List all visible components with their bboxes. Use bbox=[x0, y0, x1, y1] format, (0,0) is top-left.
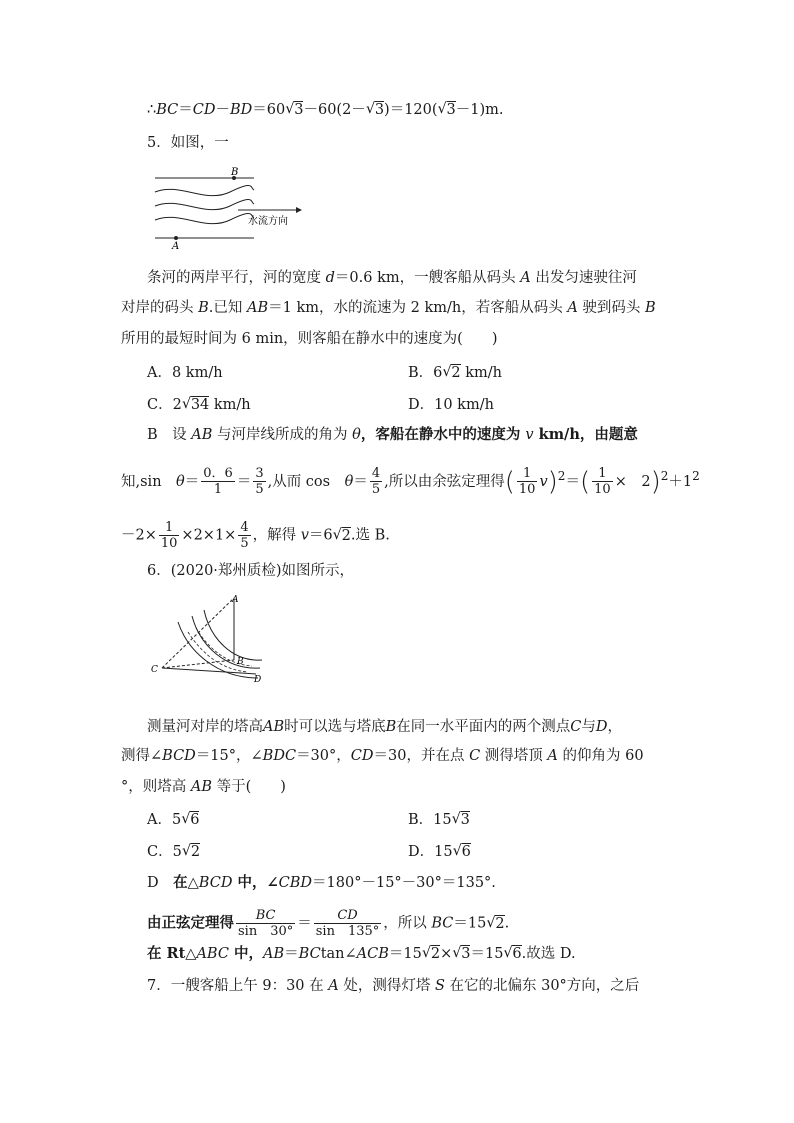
q6-text-1: 测量河对岸的塔高AB时可以选与塔底B在同一水平面内的两个测点C与D， bbox=[147, 719, 623, 735]
label-A: A bbox=[232, 595, 239, 605]
q6-option-c: C．5√ 2 bbox=[147, 842, 200, 862]
q6-solution-1: D 在△BCD 中，∠CBD＝180°－15°－30°＝135°. bbox=[147, 874, 496, 891]
label-B: B bbox=[231, 167, 239, 178]
q6-option-b: B．15√ 3 bbox=[408, 810, 470, 830]
question-5-lead: 5．如图，一 bbox=[147, 135, 229, 151]
q5-option-c: C．2√ 34 km/h bbox=[147, 395, 251, 415]
q6-solution-2: 由正弦定理得 $\frac{BC}{\sin 30^\circ}$ ＝ $\frac{CD}{\sin 135^\circ}$ ，所以 BC＝15√ 2. bbox=[147, 908, 509, 939]
q6-solution-3: 在 Rt△ABC 中，AB＝BCtan∠ACB＝15√ 2×√ 3＝15√ 6.故选 D. bbox=[147, 944, 576, 964]
q5-option-a: A．8 km/h bbox=[147, 365, 223, 381]
label-B: B bbox=[237, 657, 244, 667]
solution-line: ∴BC＝CD－BD＝60√ 3－60(2－√ 3)＝120(√ 3－1)m. bbox=[147, 100, 504, 120]
q5-text-3: 所用的最短时间为 6 min，则客船在静水中的速度为( ) bbox=[121, 331, 498, 347]
q5-solution-1: B 设 AB 与河岸线所成的角为 θ，客船在静水中的速度为 v km/h，由题意 bbox=[147, 426, 638, 443]
question-7-lead: 7．一艘客船上午 9：30 在 A 处，测得灯塔 S 在它的北偏东 30°方向，之后 bbox=[147, 978, 640, 994]
label-C: C bbox=[151, 665, 158, 675]
tower-figure bbox=[148, 592, 272, 682]
q5-solution-3: －2× $\frac{1}{10}$ ×2×1× $\frac{4}{5}$ ，解得 v＝6√ 2.选 B. bbox=[121, 520, 390, 551]
q6-text-3: °，则塔高 AB 等于( ) bbox=[121, 779, 286, 795]
label-flow: 水流方向 bbox=[248, 216, 288, 227]
q6-text-2: 测得∠BCD＝15°，∠BDC＝30°，CD＝30，并在点 C 测得塔顶 A 的仰角为 60 bbox=[121, 748, 644, 764]
label-A: A bbox=[172, 241, 180, 250]
question-6-lead: 6．(2020·郑州质检)如图所示， bbox=[147, 563, 355, 579]
q5-solution-2: 知,sin θ＝ $\frac{0.6}{1}$ ＝ $\frac{3}{5}$ ,从而 cos θ＝ $\frac{4}{5}$ ,所以由余弦定理得( $\frac{1}{10}$ v)$^2$＝( $\frac{1}{10}$ × $2)^2+1^2$ bbox=[121, 466, 700, 498]
label-D: D bbox=[254, 675, 262, 682]
q6-option-d: D．15√ 6 bbox=[408, 842, 471, 862]
q6-option-a: A．5√ 6 bbox=[147, 810, 199, 830]
q5-text-2: 对岸的码头 B.已知 AB＝1 km，水的流速为 2 km/h，若客船从码头 A 驶到码头 B bbox=[121, 300, 656, 316]
q5-option-b: B．6√ 2 km/h bbox=[408, 363, 502, 383]
q5-option-d: D．10 km/h bbox=[408, 397, 494, 413]
river-figure bbox=[150, 164, 310, 250]
q5-text-1: 条河的两岸平行，河的宽度 d＝0.6 km，一艘客船从码头 A 出发匀速驶往河 bbox=[147, 270, 637, 286]
